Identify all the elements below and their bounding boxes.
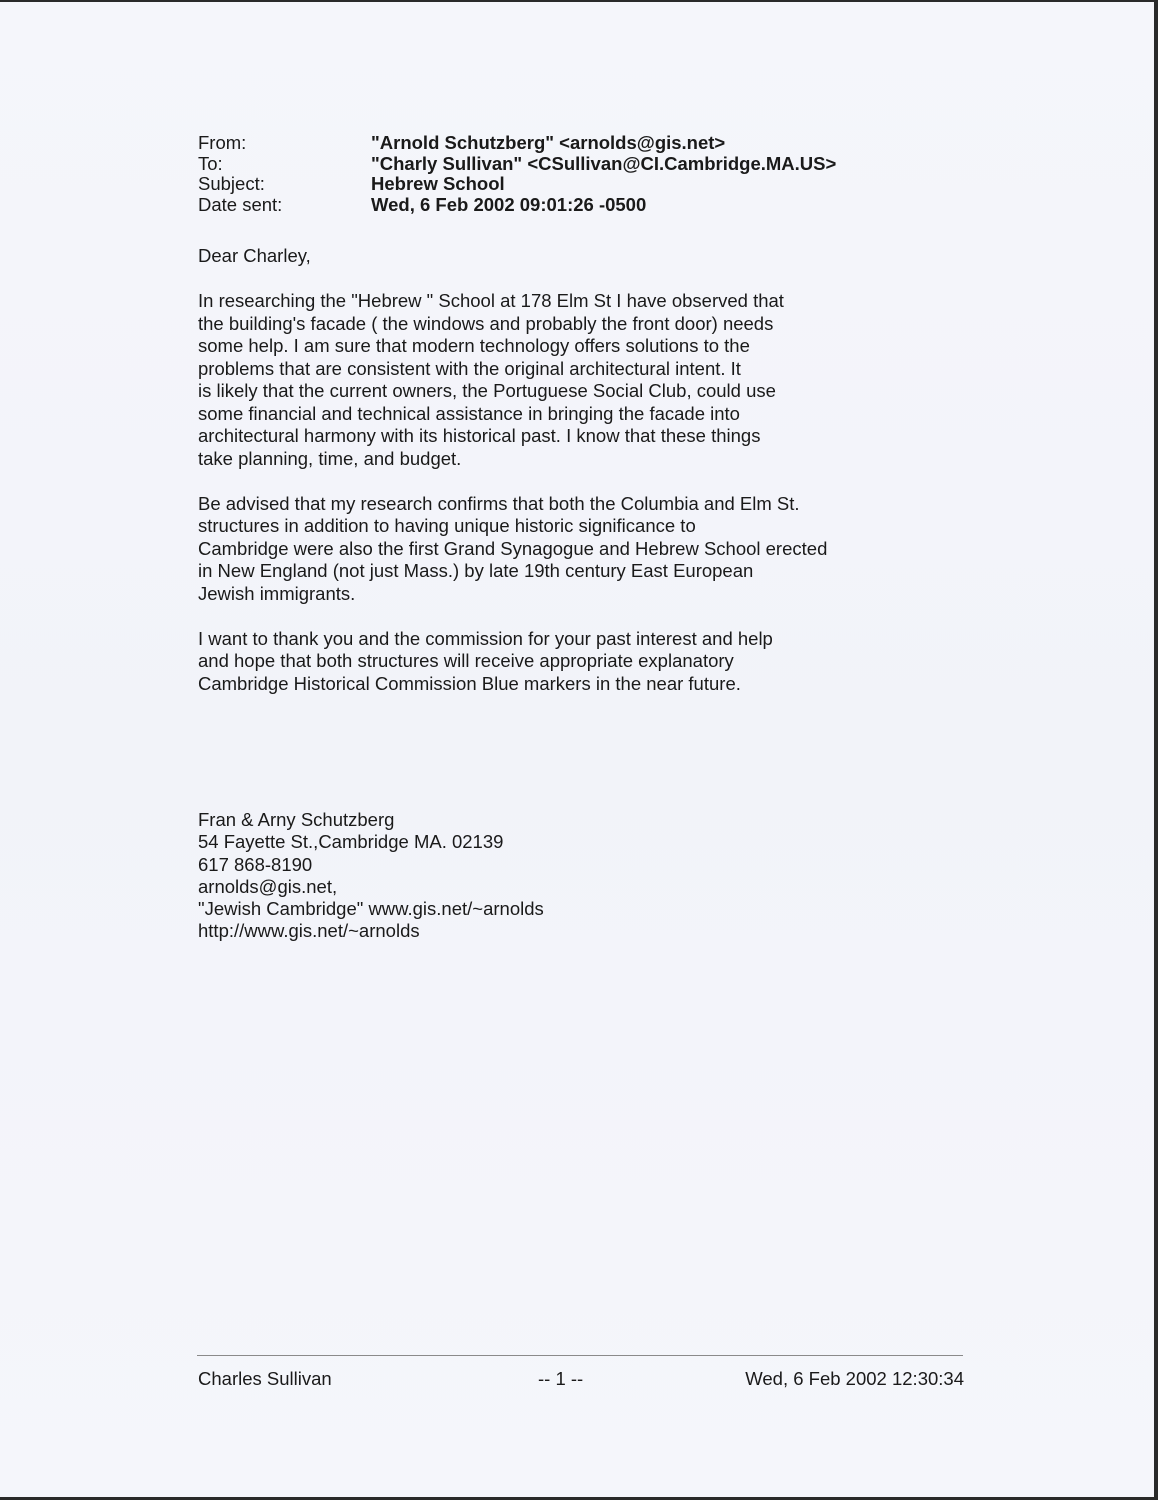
- greeting-text: Dear Charley,: [198, 245, 311, 266]
- signature-phone: 617 868-8190: [198, 853, 313, 875]
- signature-block: [198, 809, 544, 943]
- body-line: some help. I am sure that modern technology offers solutions to the: [198, 335, 750, 356]
- header-subject-row: [198, 174, 836, 195]
- from-label: From:: [198, 132, 247, 153]
- subject-value: Hebrew School: [371, 173, 505, 194]
- subject-label: Subject:: [198, 173, 265, 194]
- to-value: "Charly Sullivan" <CSullivan@CI.Cambridge.MA.US>: [371, 152, 837, 174]
- footer-page-number: -- 1 --: [538, 1368, 584, 1389]
- paragraph-facade: [198, 290, 918, 470]
- body-line: structures in addition to having unique historic significance to: [198, 515, 696, 536]
- signature-email: arnolds@gis.net,: [198, 875, 338, 897]
- date-sent-label: Date sent:: [198, 193, 283, 215]
- date-sent-value: Wed, 6 Feb 2002 09:01:26 -0500: [371, 193, 647, 215]
- footer-divider: [197, 1355, 963, 1356]
- signature-names: Fran & Arny Schutzberg: [198, 809, 395, 830]
- from-value: "Arnold Schutzberg" <arnolds@gis.net>: [371, 132, 726, 153]
- body-line: the building's facade ( the windows and probably the front door) needs: [198, 312, 774, 334]
- email-header: [198, 133, 836, 215]
- body-line: problems that are consistent with the original architectural intent. It: [198, 357, 741, 379]
- body-line: Cambridge Historical Commission Blue markers in the near future.: [198, 672, 741, 694]
- body-line: Be advised that my research confirms that both the Columbia and Elm St.: [198, 492, 800, 514]
- email-body: [198, 245, 918, 718]
- header-to-row: [198, 154, 836, 175]
- body-line: Cambridge were also the first Grand Synagogue and Hebrew School erected: [198, 537, 828, 559]
- body-line: architectural harmony with its historical past. I know that these things: [198, 425, 761, 446]
- paragraph-thanks: [198, 628, 918, 696]
- signature-website-label: "Jewish Cambridge" www.gis.net/~arnolds: [198, 898, 544, 920]
- header-date-row: [198, 195, 836, 216]
- body-line: is likely that the current owners, the Portuguese Social Club, could use: [198, 380, 776, 401]
- greeting: [198, 245, 918, 268]
- body-line: some financial and technical assistance in bringing the facade into: [198, 402, 740, 424]
- body-line: I want to thank you and the commission for your past interest and help: [198, 627, 773, 649]
- paragraph-research: [198, 493, 918, 606]
- to-label: To:: [198, 152, 223, 174]
- footer-printed-by: Charles Sullivan: [198, 1368, 332, 1389]
- body-line: take planning, time, and budget.: [198, 447, 462, 469]
- body-line: In researching the "Hebrew " School at 178 Elm St I have observed that: [198, 290, 784, 311]
- header-from-row: [198, 133, 836, 154]
- signature-website-url: http://www.gis.net/~arnolds: [198, 920, 420, 942]
- signature-address: 54 Fayette St.,Cambridge MA. 02139: [198, 831, 504, 853]
- body-line: Jewish immigrants.: [198, 582, 356, 604]
- footer-print-timestamp: Wed, 6 Feb 2002 12:30:34: [745, 1368, 964, 1389]
- body-line: in New England (not just Mass.) by late 19th century East European: [198, 560, 754, 581]
- body-line: and hope that both structures will receive appropriate explanatory: [198, 650, 734, 671]
